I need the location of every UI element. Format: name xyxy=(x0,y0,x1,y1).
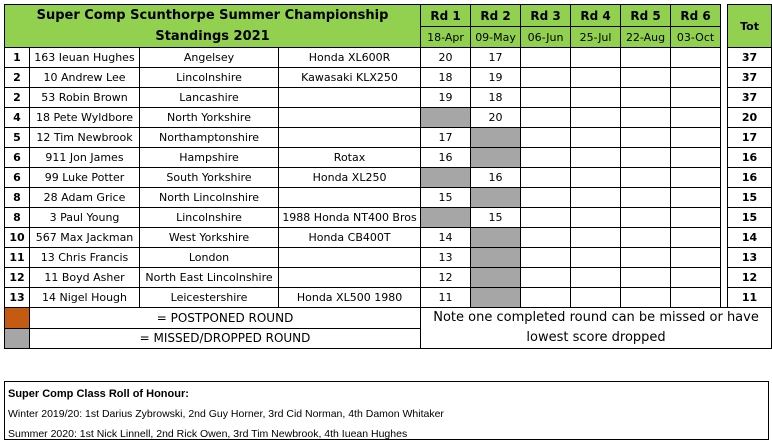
county-cell: North Lincolnshire xyxy=(140,188,279,208)
rider-cell: 28 Adam Grice xyxy=(30,188,140,208)
rider-cell: 11 Boyd Asher xyxy=(30,268,140,288)
column-gap xyxy=(721,248,728,268)
title-line-1: Super Comp Scunthorpe Summer Championship xyxy=(36,8,389,23)
round-6-score xyxy=(671,148,721,168)
rider-cell: 567 Max Jackman xyxy=(30,228,140,248)
standings-table xyxy=(4,4,772,349)
round-1-score: 18 xyxy=(421,68,471,88)
total-cell: 13 xyxy=(728,248,772,268)
round-1-score: 17 xyxy=(421,128,471,148)
round-5-score xyxy=(621,248,671,268)
standings-row xyxy=(5,228,772,248)
round-3-header: Rd 3 xyxy=(521,5,571,27)
standings-row xyxy=(5,168,772,188)
column-gap xyxy=(721,108,728,128)
rules-note: Note one completed round can be missed or have lowest score dropped xyxy=(421,308,772,349)
rider-cell: 53 Robin Brown xyxy=(30,88,140,108)
rider-cell: 18 Pete Wyldbore xyxy=(30,108,140,128)
total-cell: 37 xyxy=(728,68,772,88)
round-4-score xyxy=(571,128,621,148)
column-gap xyxy=(721,228,728,248)
round-3-score xyxy=(521,128,571,148)
position-cell: 8 xyxy=(5,208,30,228)
round-3-score xyxy=(521,248,571,268)
position-cell: 6 xyxy=(5,148,30,168)
postponed-swatch xyxy=(5,308,30,329)
round-5-score xyxy=(621,268,671,288)
round-6-score xyxy=(671,248,721,268)
roll-of-honour xyxy=(4,381,769,440)
round-5-score xyxy=(621,228,671,248)
column-gap xyxy=(721,128,728,148)
county-cell: North East Lincolnshire xyxy=(140,268,279,288)
round-1-header: Rd 1 xyxy=(421,5,471,27)
bike-cell: Kawasaki KLX250 xyxy=(279,68,421,88)
round-2-score: 17 xyxy=(471,48,521,68)
round-2-score xyxy=(471,268,521,288)
round-5-score xyxy=(621,188,671,208)
round-2-score: 20 xyxy=(471,108,521,128)
round-5-score xyxy=(621,288,671,308)
round-1-score: 16 xyxy=(421,148,471,168)
column-gap xyxy=(721,148,728,168)
round-3-score xyxy=(521,208,571,228)
county-cell: South Yorkshire xyxy=(140,168,279,188)
county-cell: London xyxy=(140,248,279,268)
round-6-score xyxy=(671,48,721,68)
total-cell: 17 xyxy=(728,128,772,148)
county-cell: West Yorkshire xyxy=(140,228,279,248)
position-cell: 10 xyxy=(5,228,30,248)
bike-cell: Honda XL250 xyxy=(279,168,421,188)
round-3-score xyxy=(521,68,571,88)
total-cell: 16 xyxy=(728,148,772,168)
bike-cell xyxy=(279,268,421,288)
round-3-score xyxy=(521,268,571,288)
round-1-score xyxy=(421,208,471,228)
round-6-score xyxy=(671,288,721,308)
round-4-score xyxy=(571,208,621,228)
round-1-score: 12 xyxy=(421,268,471,288)
county-cell: Angelsey xyxy=(140,48,279,68)
position-cell: 12 xyxy=(5,268,30,288)
round-6-score xyxy=(671,188,721,208)
county-cell: Leicestershire xyxy=(140,288,279,308)
standings-row xyxy=(5,148,772,168)
header-row xyxy=(5,5,772,27)
round-6-score xyxy=(671,268,721,288)
county-cell: North Yorkshire xyxy=(140,108,279,128)
round-4-date: 25-Jul xyxy=(571,27,621,48)
round-4-header: Rd 4 xyxy=(571,5,621,27)
standings-row xyxy=(5,48,772,68)
roll-of-honour-winter: Winter 2019/20: 1st Darius Zybrowski, 2nd Guy Horner, 3rd Cid Norman, 4th Damon Whitaker xyxy=(8,408,444,420)
round-2-score: 15 xyxy=(471,208,521,228)
total-cell: 37 xyxy=(728,48,772,68)
round-4-score xyxy=(571,88,621,108)
bike-cell: Honda XL600R xyxy=(279,48,421,68)
round-3-score xyxy=(521,148,571,168)
round-5-score xyxy=(621,128,671,148)
round-6-score xyxy=(671,168,721,188)
round-6-score xyxy=(671,108,721,128)
round-6-score xyxy=(671,128,721,148)
round-3-score xyxy=(521,188,571,208)
column-gap xyxy=(721,168,728,188)
bike-cell xyxy=(279,88,421,108)
standings-row xyxy=(5,208,772,228)
county-cell: Northamptonshire xyxy=(140,128,279,148)
county-cell: Lancashire xyxy=(140,88,279,108)
round-2-score xyxy=(471,128,521,148)
round-1-score xyxy=(421,168,471,188)
round-5-score xyxy=(621,48,671,68)
column-gap xyxy=(721,68,728,88)
bike-cell xyxy=(279,188,421,208)
position-cell: 1 xyxy=(5,48,30,68)
total-cell: 15 xyxy=(728,208,772,228)
round-2-score: 16 xyxy=(471,168,521,188)
total-cell: 15 xyxy=(728,188,772,208)
round-1-score: 11 xyxy=(421,288,471,308)
round-2-score xyxy=(471,288,521,308)
round-4-score xyxy=(571,268,621,288)
bike-cell: 1988 Honda NT400 Bros xyxy=(279,208,421,228)
rider-cell: 12 Tim Newbrook xyxy=(30,128,140,148)
round-4-score xyxy=(571,288,621,308)
position-cell: 2 xyxy=(5,68,30,88)
round-4-score xyxy=(571,248,621,268)
round-6-score xyxy=(671,208,721,228)
round-1-score: 15 xyxy=(421,188,471,208)
bike-cell xyxy=(279,128,421,148)
standings-row xyxy=(5,288,772,308)
bike-cell xyxy=(279,248,421,268)
position-cell: 13 xyxy=(5,288,30,308)
round-6-header: Rd 6 xyxy=(671,5,721,27)
standings-row xyxy=(5,188,772,208)
title-line-2: Standings 2021 xyxy=(155,29,270,44)
round-4-score xyxy=(571,48,621,68)
rider-cell: 14 Nigel Hough xyxy=(30,288,140,308)
round-2-score xyxy=(471,248,521,268)
bike-cell: Honda CB400T xyxy=(279,228,421,248)
round-1-score: 19 xyxy=(421,88,471,108)
roll-of-honour-title: Super Comp Class Roll of Honour: xyxy=(8,388,189,400)
column-gap xyxy=(721,288,728,308)
round-3-score xyxy=(521,228,571,248)
round-6-score xyxy=(671,68,721,88)
total-cell: 20 xyxy=(728,108,772,128)
round-4-score xyxy=(571,228,621,248)
missed-legend-label: = MISSED/DROPPED ROUND xyxy=(30,328,421,349)
round-3-date: 06-Jun xyxy=(521,27,571,48)
round-3-score xyxy=(521,108,571,128)
round-2-score: 18 xyxy=(471,88,521,108)
county-cell: Lincolnshire xyxy=(140,208,279,228)
legend-row-postponed xyxy=(5,308,772,329)
round-4-score xyxy=(571,68,621,88)
rider-cell: 163 Ieuan Hughes xyxy=(30,48,140,68)
round-3-score xyxy=(521,288,571,308)
round-5-score xyxy=(621,148,671,168)
round-6-score xyxy=(671,228,721,248)
standings-row xyxy=(5,268,772,288)
round-3-score xyxy=(521,88,571,108)
total-cell: 37 xyxy=(728,88,772,108)
position-cell: 5 xyxy=(5,128,30,148)
county-cell: Hampshire xyxy=(140,148,279,168)
position-cell: 4 xyxy=(5,108,30,128)
round-5-date: 22-Aug xyxy=(621,27,671,48)
postponed-legend-label: = POSTPONED ROUND xyxy=(30,308,421,329)
round-4-score xyxy=(571,148,621,168)
bike-cell: Honda XL500 1980 xyxy=(279,288,421,308)
round-1-score xyxy=(421,108,471,128)
round-2-score: 19 xyxy=(471,68,521,88)
column-gap xyxy=(721,48,728,68)
round-3-score xyxy=(521,48,571,68)
round-2-score xyxy=(471,148,521,168)
round-1-score: 20 xyxy=(421,48,471,68)
bike-cell: Rotax xyxy=(279,148,421,168)
round-5-header: Rd 5 xyxy=(621,5,671,27)
position-cell: 2 xyxy=(5,88,30,108)
round-2-date: 09-May xyxy=(471,27,521,48)
total-cell: 14 xyxy=(728,228,772,248)
round-1-score: 14 xyxy=(421,228,471,248)
rider-cell: 99 Luke Potter xyxy=(30,168,140,188)
standings-row xyxy=(5,128,772,148)
round-6-date: 03-Oct xyxy=(671,27,721,48)
rider-cell: 3 Paul Young xyxy=(30,208,140,228)
page-title xyxy=(5,5,421,48)
round-5-score xyxy=(621,68,671,88)
rider-cell: 911 Jon James xyxy=(30,148,140,168)
round-2-score xyxy=(471,188,521,208)
round-4-score xyxy=(571,108,621,128)
round-2-score xyxy=(471,228,521,248)
rider-cell: 10 Andrew Lee xyxy=(30,68,140,88)
total-cell: 11 xyxy=(728,288,772,308)
column-gap xyxy=(721,5,728,48)
round-5-score xyxy=(621,108,671,128)
round-5-score xyxy=(621,168,671,188)
total-cell: 16 xyxy=(728,168,772,188)
round-3-score xyxy=(521,168,571,188)
position-cell: 8 xyxy=(5,188,30,208)
missed-swatch xyxy=(5,328,30,349)
standings-row xyxy=(5,68,772,88)
round-2-header: Rd 2 xyxy=(471,5,521,27)
total-header: Tot xyxy=(728,5,772,48)
round-5-score xyxy=(621,208,671,228)
rider-cell: 13 Chris Francis xyxy=(30,248,140,268)
round-5-score xyxy=(621,88,671,108)
column-gap xyxy=(721,188,728,208)
roll-of-honour-summer: Summer 2020: 1st Nick Linnell, 2nd Rick Owen, 3rd Tim Newbrook, 4th Iuean Hughes xyxy=(8,428,408,440)
county-cell: Lincolnshire xyxy=(140,68,279,88)
round-1-score: 13 xyxy=(421,248,471,268)
round-1-date: 18-Apr xyxy=(421,27,471,48)
bike-cell xyxy=(279,108,421,128)
round-6-score xyxy=(671,88,721,108)
position-cell: 6 xyxy=(5,168,30,188)
standings-row xyxy=(5,108,772,128)
standings-row xyxy=(5,88,772,108)
round-4-score xyxy=(571,188,621,208)
column-gap xyxy=(721,208,728,228)
column-gap xyxy=(721,88,728,108)
column-gap xyxy=(721,268,728,288)
standings-row xyxy=(5,248,772,268)
round-4-score xyxy=(571,168,621,188)
total-cell: 12 xyxy=(728,268,772,288)
position-cell: 11 xyxy=(5,248,30,268)
